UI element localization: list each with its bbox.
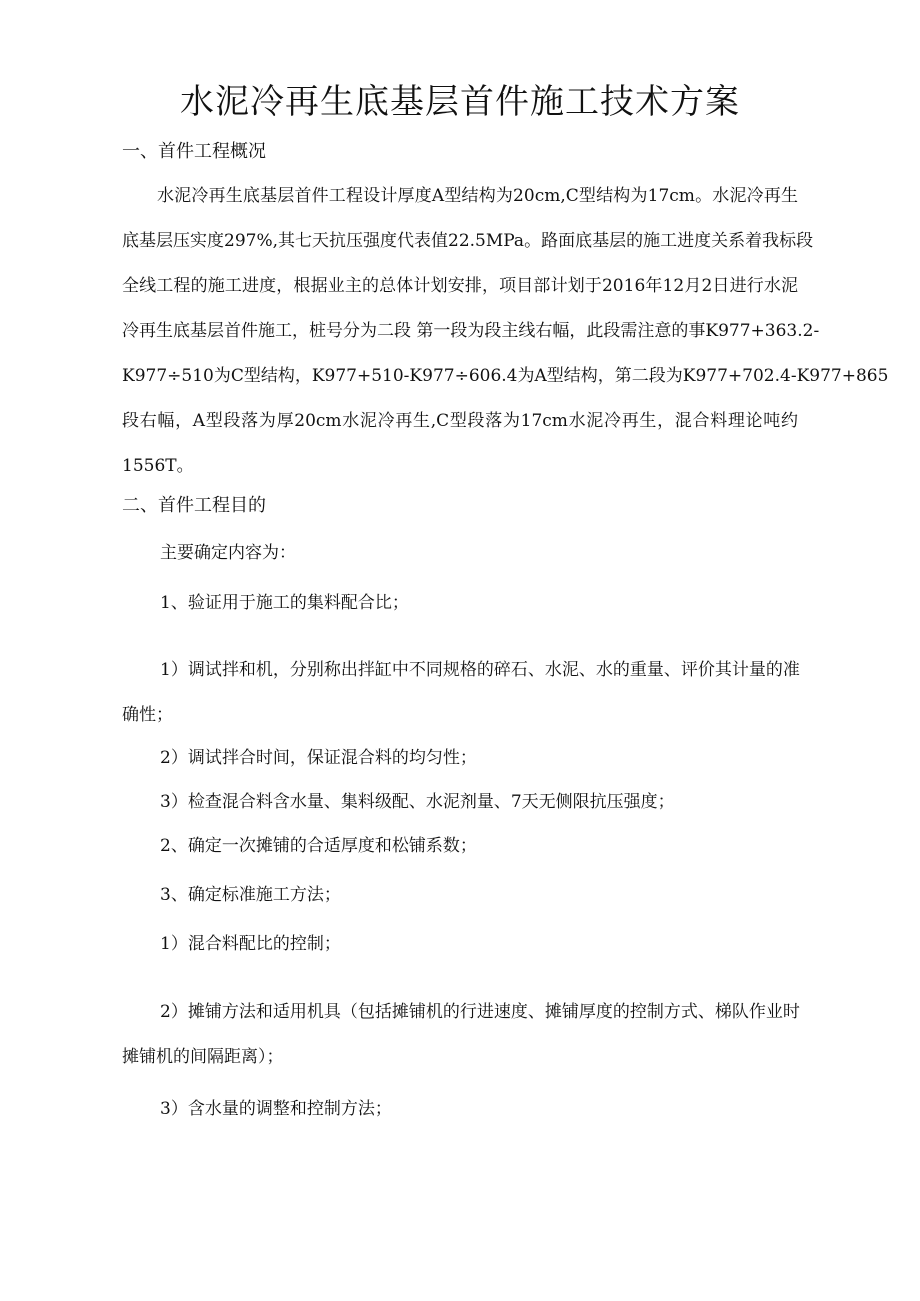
section1-heading: 一、首件工程概况 — [122, 141, 266, 162]
section2-intro: 主要确定内容为： — [160, 543, 296, 563]
item1-sub2: 2）调试拌合时间，保证混合料的均匀性； — [160, 748, 477, 768]
item3-sub1: 1）混合料配比的控制； — [160, 934, 341, 954]
section1-paragraph-line-5: K977÷510为C型结构，K977+510-K977÷606.4为A型结构，第二段为K977+702.4-K977+865 — [122, 366, 889, 386]
section1-paragraph-line-2: 底基层压实度297%,其七天抗压强度代表值22.5MPa。路面底基层的施工进度关系着我标段 — [122, 231, 814, 251]
item1-sub3: 3）检查混合料含水量、集料级配、水泥剂量、7天无侧限抗压强度； — [160, 792, 675, 812]
item1-sub1-line-1: 1）调试拌和机，分别称出拌缸中不同规格的碎石、水泥、水的重量、评价其计量的准 — [160, 660, 800, 680]
item3-sub2-line-2: 摊铺机的间隔距离）； — [122, 1047, 284, 1067]
section2-item-3: 3、确定标准施工方法； — [160, 885, 341, 905]
section2-item-1: 1、验证用于施工的集料配合比； — [160, 593, 409, 613]
item1-sub1-line-2: 确性； — [122, 705, 173, 725]
section1-paragraph-line-6: 段右幅，A型段落为厚20cm水泥冷再生,C型段落为17cm水泥冷再生，混合料理论吨约 — [122, 411, 798, 431]
section1-paragraph-line-1: 水泥冷再生底基层首件工程设计厚度A型结构为20cm,C型结构为17cm。水泥冷再生 — [157, 186, 798, 206]
section2-item-2: 2、确定一次摊铺的合适厚度和松铺系数； — [160, 836, 477, 856]
item3-sub3: 3）含水量的调整和控制方法； — [160, 1099, 392, 1119]
section1-paragraph-line-7: 1556T。 — [122, 456, 194, 476]
section1-paragraph-line-4: 冷再生底基层首件施工，桩号分为二段 第一段为段主线右幅，此段需注意的事K977+363.2- — [122, 321, 820, 341]
document-title: 水泥冷再生底基层首件施工技术方案 — [180, 82, 740, 122]
section1-paragraph-line-3: 全线工程的施工进度，根据业主的总体计划安排，项目部计划于2016年12月2日进行水泥 — [122, 276, 798, 296]
section2-heading: 二、首件工程目的 — [122, 495, 266, 516]
item3-sub2-line-1: 2）摊铺方法和适用机具（包括摊铺机的行进速度、摊铺厚度的控制方式、梯队作业时 — [160, 1002, 800, 1022]
